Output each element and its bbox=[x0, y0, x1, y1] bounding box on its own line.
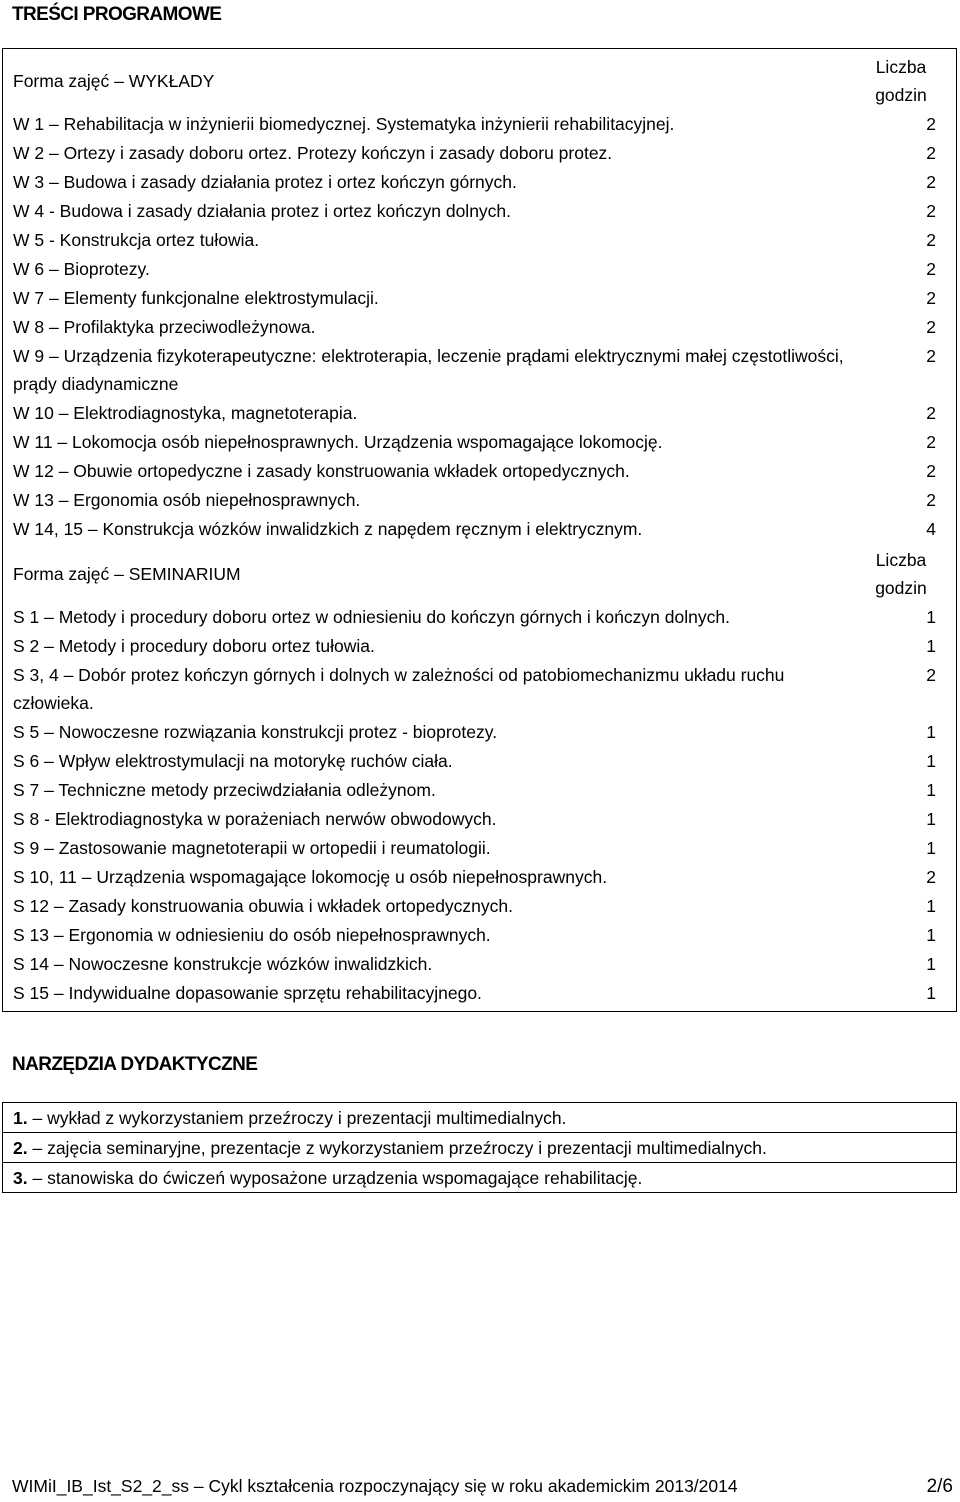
row-hours: 1 bbox=[926, 896, 936, 916]
table-row bbox=[3, 109, 956, 138]
list-item bbox=[3, 1163, 956, 1192]
row-hours: 2 bbox=[926, 403, 936, 423]
table-row bbox=[3, 717, 956, 746]
table-row bbox=[3, 485, 956, 514]
footer-text: WIMiI_IB_Ist_S2_2_ss – Cykl kształcenia rozpoczynający się w roku akademickim 2013/2014 bbox=[12, 1476, 738, 1496]
row-text: S 7 – Techniczne metody przeciwdziałania odleżynom. bbox=[13, 780, 436, 800]
table-row bbox=[3, 862, 956, 891]
section-title-program: TREŚCI PROGRAMOWE bbox=[12, 4, 222, 25]
row-text: W 2 – Ortezy i zasady doboru ortez. Protezy kończyn i zasady doboru protez. bbox=[13, 143, 613, 163]
row-hours: 1 bbox=[926, 722, 936, 742]
row-hours: 2 bbox=[926, 114, 936, 134]
lectures-header-row bbox=[3, 49, 956, 109]
row-hours: 2 bbox=[926, 461, 936, 481]
tool-number: 1. bbox=[13, 1108, 28, 1128]
row-text: S 14 – Nowoczesne konstrukcje wózków inwalidzkich. bbox=[13, 954, 433, 974]
seminar-rows bbox=[3, 602, 956, 1011]
tool-text: – stanowiska do ćwiczeń wyposażone urządzenia wspomagające rehabilitację. bbox=[32, 1168, 643, 1188]
row-text: W 12 – Obuwie ortopedyczne i zasady konstruowania wkładek ortopedycznych. bbox=[13, 461, 630, 481]
row-text: S 12 – Zasady konstruowania obuwia i wkładek ortopedycznych. bbox=[13, 896, 513, 916]
row-text: W 1 – Rehabilitacja w inżynierii biomedycznej. Systematyka inżynierii rehabilitacyjnej. bbox=[13, 114, 675, 134]
lecture-rows bbox=[3, 109, 956, 543]
table-row bbox=[3, 660, 956, 717]
table-row bbox=[3, 775, 956, 804]
hours-header-line-2: godzin bbox=[875, 85, 927, 105]
row-text: W 3 – Budowa i zasady działania protez i ortez kończyn górnych. bbox=[13, 172, 517, 192]
row-text: S 6 – Wpływ elektrostymulacji na motorykę ruchów ciała. bbox=[13, 751, 453, 771]
row-hours: 2 bbox=[926, 867, 936, 887]
tool-rows bbox=[3, 1103, 956, 1192]
row-hours: 2 bbox=[926, 432, 936, 452]
row-hours: 2 bbox=[926, 143, 936, 163]
table-row bbox=[3, 167, 956, 196]
row-text: S 10, 11 – Urządzenia wspomagające lokomocję u osób niepełnosprawnych. bbox=[13, 867, 608, 887]
tool-text: – zajęcia seminaryjne, prezentacje z wykorzystaniem przeźroczy i prezentacji multimedialnych. bbox=[32, 1138, 767, 1158]
row-hours: 1 bbox=[926, 809, 936, 829]
lectures-header: Forma zajęć – WYKŁADY bbox=[13, 71, 215, 91]
seminars-header-row bbox=[3, 545, 956, 602]
table-row bbox=[3, 631, 956, 660]
page-number: 2/6 bbox=[926, 1476, 953, 1497]
table-row bbox=[3, 398, 956, 427]
row-hours: 2 bbox=[926, 317, 936, 337]
row-hours: 1 bbox=[926, 780, 936, 800]
table-row bbox=[3, 746, 956, 775]
row-text: W 10 – Elektrodiagnostyka, magnetoterapia. bbox=[13, 403, 358, 423]
tool-text: – wykład z wykorzystaniem przeźroczy i prezentacji multimedialnych. bbox=[32, 1108, 567, 1128]
tool-number: 3. bbox=[13, 1168, 28, 1188]
row-hours: 2 bbox=[926, 230, 936, 250]
row-hours: 1 bbox=[926, 751, 936, 771]
row-text: W 5 - Konstrukcja ortez tułowia. bbox=[13, 230, 260, 250]
tools-table bbox=[2, 1102, 957, 1193]
table-row bbox=[3, 312, 956, 341]
tool-number: 2. bbox=[13, 1138, 28, 1158]
row-text: S 2 – Metody i procedury doboru ortez tułowia. bbox=[13, 636, 375, 656]
row-text: W 7 – Elementy funkcjonalne elektrostymulacji. bbox=[13, 288, 379, 308]
row-hours: 1 bbox=[926, 954, 936, 974]
hours-header-line-1: Liczba bbox=[875, 550, 927, 570]
row-hours: 2 bbox=[926, 201, 936, 221]
table-row bbox=[3, 341, 956, 398]
table-row bbox=[3, 920, 956, 949]
row-hours: 1 bbox=[926, 838, 936, 858]
table-row bbox=[3, 978, 956, 1007]
table-row bbox=[3, 254, 956, 283]
row-text: S 3, 4 – Dobór protez kończyn górnych i dolnych w zależności od patobiomechanizmu układu ruchu człowieka. bbox=[13, 665, 785, 713]
row-text: W 11 – Lokomocja osób niepełnosprawnych. Urządzenia wspomagające lokomocję. bbox=[13, 432, 663, 452]
row-hours: 1 bbox=[926, 983, 936, 1003]
row-text: S 1 – Metody i procedury doboru ortez w odniesieniu do kończyn górnych i kończyn dolnych. bbox=[13, 607, 730, 627]
table-row bbox=[3, 891, 956, 920]
row-text: S 5 – Nowoczesne rozwiązania konstrukcji protez - bioprotezy. bbox=[13, 722, 498, 742]
row-hours: 1 bbox=[926, 607, 936, 627]
row-hours: 1 bbox=[926, 925, 936, 945]
list-item bbox=[3, 1103, 956, 1133]
row-hours: 2 bbox=[926, 490, 936, 510]
list-item bbox=[3, 1133, 956, 1163]
table-row bbox=[3, 283, 956, 312]
row-hours: 2 bbox=[926, 172, 936, 192]
row-hours: 2 bbox=[926, 665, 936, 685]
row-text: W 4 - Budowa i zasady działania protez i ortez kończyn dolnych. bbox=[13, 201, 512, 221]
table-row bbox=[3, 804, 956, 833]
row-text: W 13 – Ergonomia osób niepełnosprawnych. bbox=[13, 490, 361, 510]
table-row bbox=[3, 138, 956, 167]
row-text: W 8 – Profilaktyka przeciwodleżynowa. bbox=[13, 317, 316, 337]
table-row bbox=[3, 196, 956, 225]
seminars-hours-header bbox=[856, 546, 946, 602]
lectures-hours-header bbox=[856, 53, 946, 109]
row-text: W 6 – Bioprotezy. bbox=[13, 259, 150, 279]
table-row bbox=[3, 602, 956, 631]
row-text: W 9 – Urządzenia fizykoterapeutyczne: elektroterapia, leczenie prądami elektrycznymi małej częstotliwości, prądy diadynamiczne bbox=[13, 346, 844, 394]
row-text: S 9 – Zastosowanie magnetoterapii w ortopedii i reumatologii. bbox=[13, 838, 491, 858]
table-row bbox=[3, 225, 956, 254]
program-table bbox=[2, 48, 957, 1012]
row-hours: 2 bbox=[926, 346, 936, 366]
hours-header-line-2: godzin bbox=[875, 578, 927, 598]
seminars-header: Forma zajęć – SEMINARIUM bbox=[13, 564, 241, 584]
table-row bbox=[3, 427, 956, 456]
row-text: S 8 - Elektrodiagnostyka w porażeniach nerwów obwodowych. bbox=[13, 809, 497, 829]
hours-header-line-1: Liczba bbox=[875, 57, 927, 77]
table-row bbox=[3, 833, 956, 862]
row-hours: 2 bbox=[926, 259, 936, 279]
row-hours: 1 bbox=[926, 636, 936, 656]
page-footer bbox=[12, 1476, 957, 1498]
table-row bbox=[3, 456, 956, 485]
section-title-tools: NARZĘDZIA DYDAKTYCZNE bbox=[12, 1054, 258, 1075]
table-row bbox=[3, 514, 956, 543]
table-row bbox=[3, 949, 956, 978]
row-text: S 15 – Indywidualne dopasowanie sprzętu rehabilitacyjnego. bbox=[13, 983, 482, 1003]
row-text: S 13 – Ergonomia w odniesieniu do osób niepełnosprawnych. bbox=[13, 925, 491, 945]
row-hours: 2 bbox=[926, 288, 936, 308]
row-text: W 14, 15 – Konstrukcja wózków inwalidzkich z napędem ręcznym i elektrycznym. bbox=[13, 519, 643, 539]
row-hours: 4 bbox=[926, 519, 936, 539]
